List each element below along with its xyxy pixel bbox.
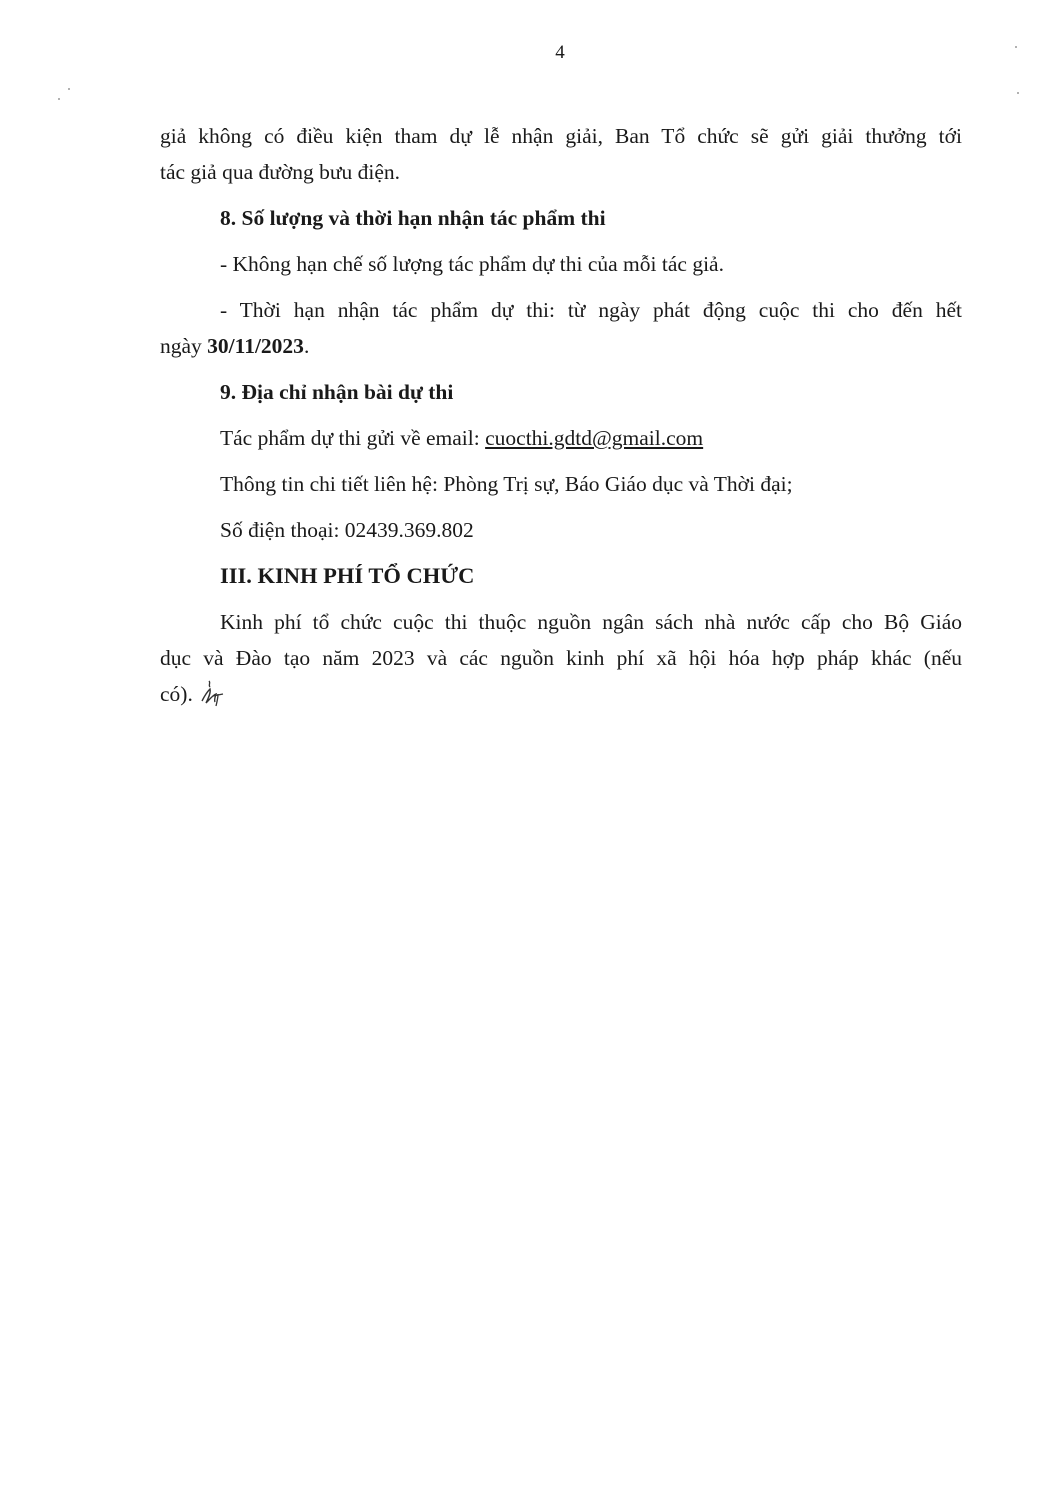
scan-speck bbox=[58, 98, 60, 100]
date-prefix: ngày bbox=[160, 334, 208, 358]
section-8-item-2-line-1: - Thời hạn nhận tác phẩm dự thi: từ ngày phát động cuộc thi cho đến hết bbox=[220, 298, 962, 322]
scan-speck bbox=[1017, 92, 1019, 94]
funding-line-1: Kinh phí tổ chức cuộc thi thuộc nguồn ngân sách nhà nước cấp cho Bộ Giáo bbox=[220, 610, 962, 634]
contact-line: Thông tin chi tiết liên hệ: Phòng Trị sự, Báo Giáo dục và Thời đại; bbox=[220, 472, 793, 496]
page-number: 4 bbox=[555, 42, 565, 63]
continuation-line-1: giả không có điều kiện tham dự lễ nhận giải, Ban Tổ chức sẽ gửi giải thưởng tới bbox=[160, 124, 962, 148]
document-body bbox=[160, 118, 962, 712]
funding-line-3 bbox=[160, 676, 962, 712]
initials-signature-icon bbox=[199, 679, 225, 707]
email-link[interactable]: cuocthi.gdtd@gmail.com bbox=[485, 426, 704, 450]
deadline-date: 30/11/2023 bbox=[207, 334, 304, 358]
funding-line-2: dục và Đào tạo năm 2023 và các nguồn kinh phí xã hội hóa hợp pháp khác (nếu bbox=[160, 646, 962, 670]
section-8-item-1: - Không hạn chế số lượng tác phẩm dự thi của mỗi tác giả. bbox=[220, 252, 724, 276]
email-label: Tác phẩm dự thi gửi về email: bbox=[220, 426, 486, 450]
section-9-heading: 9. Địa chỉ nhận bài dự thi bbox=[220, 380, 454, 404]
email-line bbox=[160, 420, 962, 456]
date-suffix: . bbox=[303, 334, 310, 358]
section-3-heading: III. KINH PHÍ TỔ CHỨC bbox=[220, 563, 475, 588]
funding-line-3-text: có). bbox=[160, 682, 193, 706]
phone-line: Số điện thoại: 02439.369.802 bbox=[220, 518, 474, 542]
scan-speck bbox=[68, 88, 70, 90]
section-8-heading: 8. Số lượng và thời hạn nhận tác phẩm thi bbox=[220, 206, 606, 230]
continuation-line-2: tác giả qua đường bưu điện. bbox=[160, 160, 401, 184]
section-8-item-2-line-2 bbox=[160, 328, 962, 364]
